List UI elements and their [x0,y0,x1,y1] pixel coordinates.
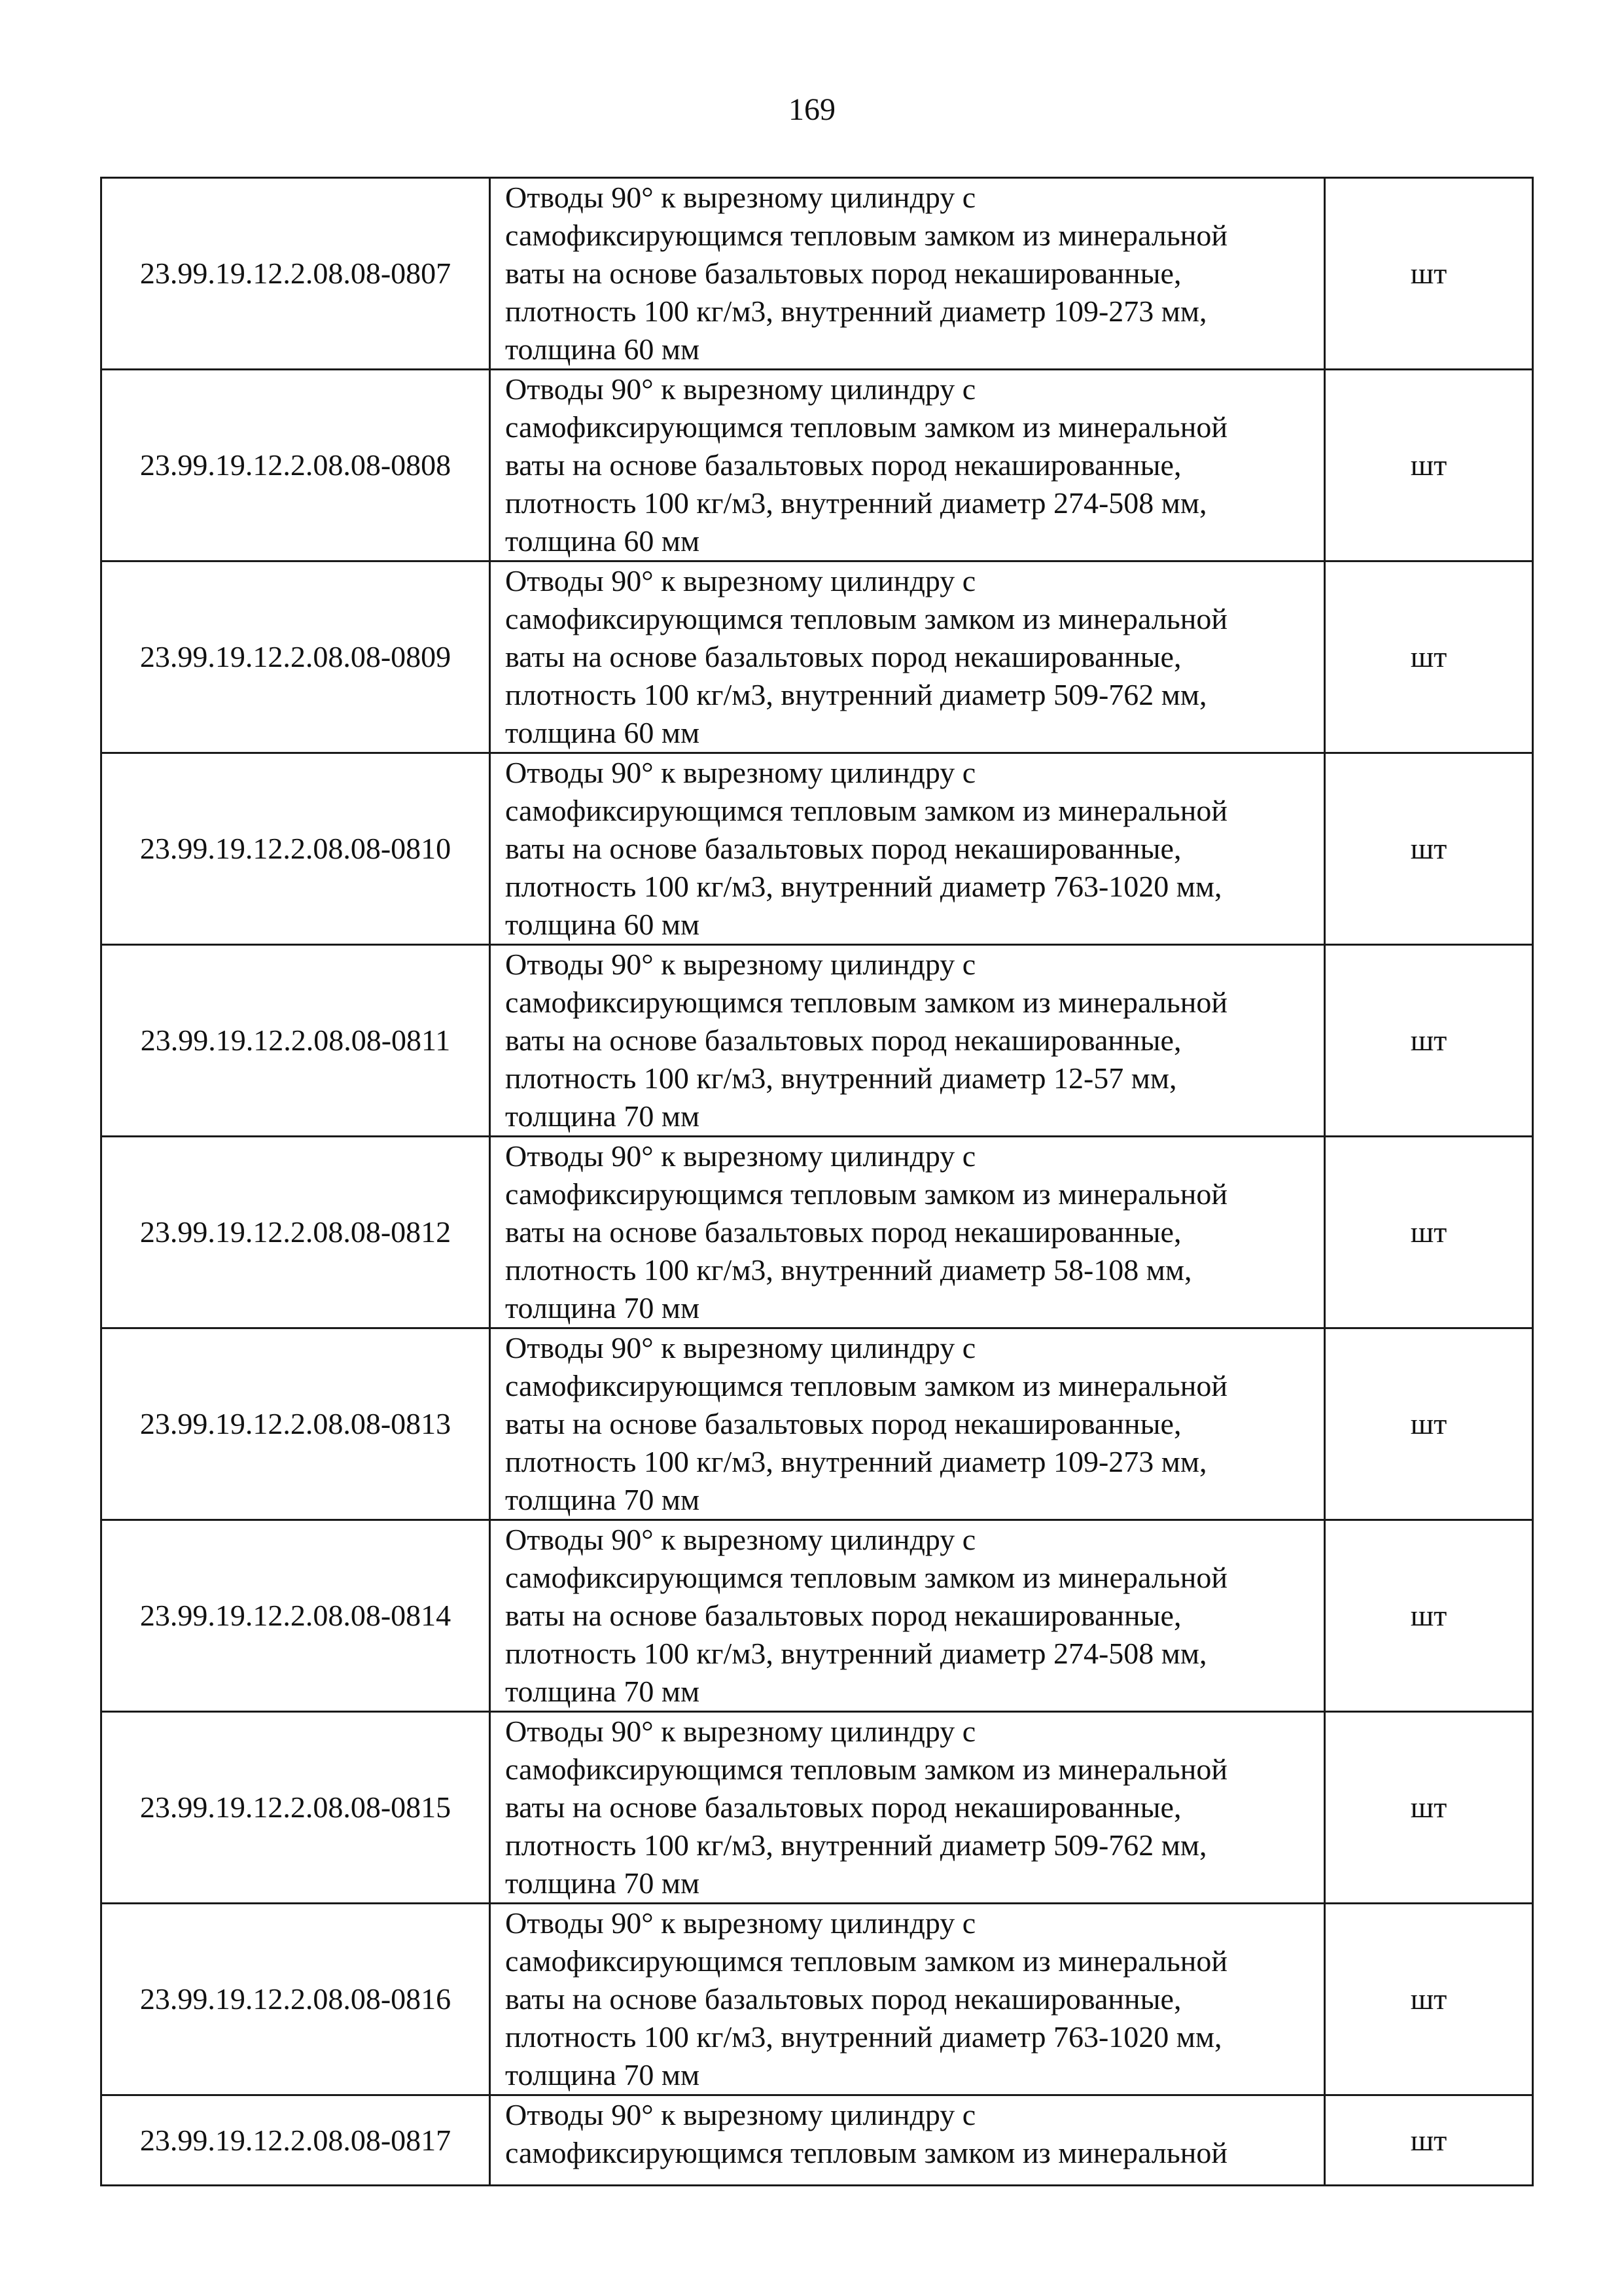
item-code-cell: 23.99.19.12.2.08.08-0814 [101,1520,490,1712]
unit-cell: шт [1325,1904,1533,2095]
description-line: ваты на основе базальтовых пород некашированные, [505,448,1182,482]
table-row [101,178,1533,370]
description-line: толщина 70 мм [505,1483,700,1516]
description-line: Отводы 90° к вырезному цилиндру с [505,181,976,214]
item-code-cell: 23.99.19.12.2.08.08-0807 [101,178,490,370]
item-code-cell: 23.99.19.12.2.08.08-0808 [101,370,490,561]
description-line: толщина 60 мм [505,908,700,941]
table-row [101,370,1533,561]
description-line: Отводы 90° к вырезному цилиндру с [505,756,976,789]
description-line: плотность 100 кг/м3, внутренний диаметр 509-762 мм, [505,1828,1207,1862]
table-body [101,178,1533,2186]
description-line: толщина 70 мм [505,1099,700,1133]
item-description-cell [490,2095,1325,2186]
description-line: толщина 60 мм [505,332,700,366]
description-line: самофиксирующимся тепловым замком из минеральной [505,986,1227,1019]
item-code-cell: 23.99.19.12.2.08.08-0817 [101,2095,490,2186]
item-description-cell [490,1904,1325,2095]
description-line: ваты на основе базальтовых пород некашированные, [505,1407,1182,1440]
description-line: самофиксирующимся тепловым замком из минеральной [505,410,1227,444]
unit-cell: шт [1325,1520,1533,1712]
item-description-cell [490,370,1325,561]
description-line: ваты на основе базальтовых пород некашированные, [505,1790,1182,1824]
table-row [101,1137,1533,1328]
description-line: ваты на основе базальтовых пород некашированные, [505,1599,1182,1632]
description-line: Отводы 90° к вырезному цилиндру с [505,1523,976,1556]
item-code-cell: 23.99.19.12.2.08.08-0815 [101,1712,490,1904]
unit-cell: шт [1325,561,1533,753]
description-line: плотность 100 кг/м3, внутренний диаметр 274-508 мм, [505,1637,1207,1670]
description-line: толщина 60 мм [505,524,700,558]
description-line: самофиксирующимся тепловым замком из минеральной [505,1944,1227,1978]
description-line: Отводы 90° к вырезному цилиндру с [505,564,976,597]
description-line: плотность 100 кг/м3, внутренний диаметр 509-762 мм, [505,678,1207,711]
description-line: плотность 100 кг/м3, внутренний диаметр 274-508 мм, [505,486,1207,520]
table-row [101,753,1533,945]
description-line: плотность 100 кг/м3, внутренний диаметр 109-273 мм, [505,294,1207,328]
item-description-cell [490,561,1325,753]
description-line: плотность 100 кг/м3, внутренний диаметр 109-273 мм, [505,1445,1207,1478]
item-code-cell: 23.99.19.12.2.08.08-0812 [101,1137,490,1328]
unit-cell: шт [1325,945,1533,1137]
unit-cell: шт [1325,178,1533,370]
description-line: самофиксирующимся тепловым замком из минеральной [505,794,1227,827]
description-line: Отводы 90° к вырезному цилиндру с [505,1139,976,1173]
description-line: ваты на основе базальтовых пород некашированные, [505,640,1182,673]
description-line: самофиксирующимся тепловым замком из минеральной [505,2136,1227,2169]
description-line: ваты на основе базальтовых пород некашированные, [505,832,1182,865]
description-line: Отводы 90° к вырезному цилиндру с [505,372,976,406]
item-description-cell [490,945,1325,1137]
description-line: толщина 60 мм [505,716,700,749]
table-row [101,561,1533,753]
table-row [101,1328,1533,1520]
description-line: самофиксирующимся тепловым замком из минеральной [505,1752,1227,1786]
description-line: плотность 100 кг/м3, внутренний диаметр 763-1020 мм, [505,2020,1222,2054]
description-line: самофиксирующимся тепловым замком из минеральной [505,602,1227,635]
description-line: ваты на основе базальтовых пород некашированные, [505,257,1182,290]
item-description-cell [490,178,1325,370]
description-line: Отводы 90° к вырезному цилиндру с [505,1331,976,1364]
description-line: Отводы 90° к вырезному цилиндру с [505,1715,976,1748]
description-line: Отводы 90° к вырезному цилиндру с [505,948,976,981]
unit-cell: шт [1325,1712,1533,1904]
item-description-cell [490,1137,1325,1328]
unit-cell: шт [1325,2095,1533,2186]
table-row [101,2095,1533,2186]
description-line: самофиксирующимся тепловым замком из минеральной [505,1369,1227,1402]
page-number: 169 [788,92,836,127]
item-code-cell: 23.99.19.12.2.08.08-0816 [101,1904,490,2095]
unit-cell: шт [1325,370,1533,561]
specification-table [100,177,1534,2186]
table-row [101,1520,1533,1712]
description-line: плотность 100 кг/м3, внутренний диаметр 58-108 мм, [505,1253,1192,1287]
item-code-cell: 23.99.19.12.2.08.08-0813 [101,1328,490,1520]
table-row [101,945,1533,1137]
table-row [101,1712,1533,1904]
description-line: плотность 100 кг/м3, внутренний диаметр 12-57 мм, [505,1061,1177,1095]
item-code-cell: 23.99.19.12.2.08.08-0810 [101,753,490,945]
unit-cell: шт [1325,1328,1533,1520]
item-description-cell [490,1520,1325,1712]
description-line: толщина 70 мм [505,1866,700,1900]
item-code-cell: 23.99.19.12.2.08.08-0811 [101,945,490,1137]
description-line: толщина 70 мм [505,2058,700,2091]
description-line: толщина 70 мм [505,1291,700,1325]
description-line: ваты на основе базальтовых пород некашированные, [505,1215,1182,1249]
description-line: самофиксирующимся тепловым замком из минеральной [505,1561,1227,1594]
description-line: Отводы 90° к вырезному цилиндру с [505,2098,976,2131]
description-line: Отводы 90° к вырезному цилиндру с [505,1906,976,1940]
description-line: ваты на основе базальтовых пород некашированные, [505,1982,1182,2016]
item-code-cell: 23.99.19.12.2.08.08-0809 [101,561,490,753]
item-description-cell [490,1712,1325,1904]
description-line: самофиксирующимся тепловым замком из минеральной [505,1177,1227,1211]
description-line: самофиксирующимся тепловым замком из минеральной [505,219,1227,252]
description-line: плотность 100 кг/м3, внутренний диаметр 763-1020 мм, [505,870,1222,903]
table-row [101,1904,1533,2095]
unit-cell: шт [1325,753,1533,945]
description-line: толщина 70 мм [505,1675,700,1708]
item-description-cell [490,1328,1325,1520]
item-description-cell [490,753,1325,945]
unit-cell: шт [1325,1137,1533,1328]
description-line: ваты на основе базальтовых пород некашированные, [505,1023,1182,1057]
